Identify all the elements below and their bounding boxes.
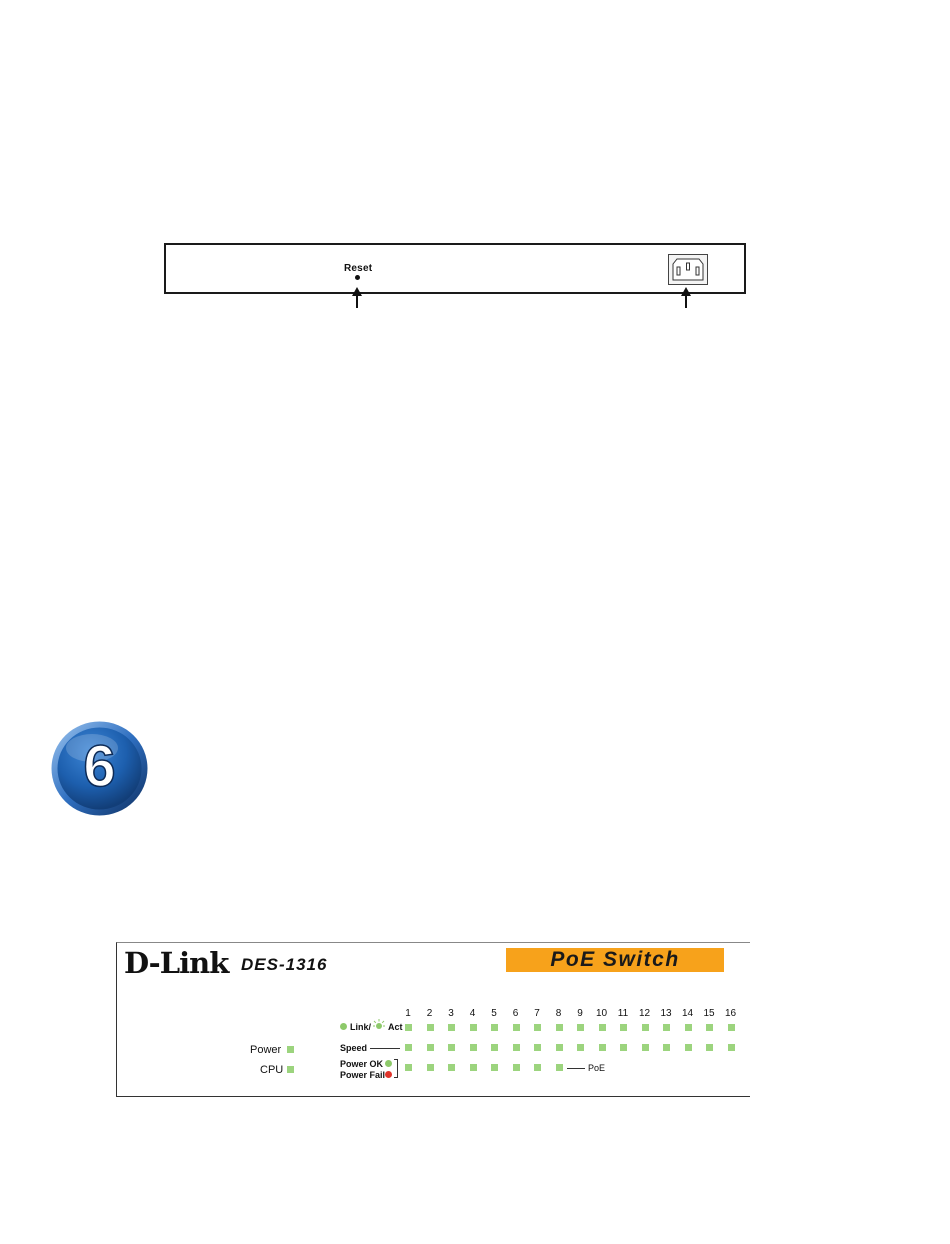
poe-led-port-5 (491, 1064, 498, 1071)
link-act-led-port-8 (556, 1024, 563, 1031)
power-fail-dot (385, 1071, 392, 1078)
speed-led-port-5 (491, 1044, 498, 1051)
poe-led-port-3 (448, 1064, 455, 1071)
speed-led-port-14 (685, 1044, 692, 1051)
link-act-led-port-6 (513, 1024, 520, 1031)
port-number-10: 10 (595, 1008, 608, 1019)
port-number-2: 2 (426, 1008, 433, 1019)
link-act-led-port-2 (427, 1024, 434, 1031)
link-act-led-port-5 (491, 1024, 498, 1031)
speed-led-port-2 (427, 1044, 434, 1051)
link-act-led-port-13 (663, 1024, 670, 1031)
link-act-led-port-12 (642, 1024, 649, 1031)
speed-led-port-9 (577, 1044, 584, 1051)
port-number-3: 3 (448, 1008, 454, 1019)
port-number-4: 4 (469, 1008, 476, 1019)
speed-led-port-1 (405, 1044, 412, 1051)
poe-led-port-7 (534, 1064, 541, 1071)
model-name: DES-1316 (241, 955, 328, 974)
cpu-led-label: CPU (260, 1064, 284, 1076)
power-led-label: Power (250, 1044, 282, 1056)
poe-label: PoE (588, 1063, 606, 1073)
poe-led-port-2 (427, 1064, 434, 1071)
step-number-badge (50, 720, 149, 817)
link-label: Link/ (350, 1022, 372, 1032)
cpu-led (287, 1066, 294, 1073)
speed-led-port-13 (663, 1044, 670, 1051)
poe-led-port-4 (470, 1064, 477, 1071)
link-act-led-port-14 (685, 1024, 692, 1031)
power-arrow-icon (685, 294, 687, 308)
activity-blink-icon (373, 1019, 385, 1031)
front-panel (116, 942, 750, 1097)
power-ok-label: Power OK (340, 1059, 384, 1069)
power-ok-dot (385, 1060, 392, 1067)
link-status-dot (340, 1023, 347, 1030)
speed-led-port-11 (620, 1044, 627, 1051)
speed-led-port-10 (599, 1044, 606, 1051)
reset-button-hole[interactable] (355, 275, 360, 280)
port-number-12: 12 (638, 1008, 651, 1019)
link-act-led-port-7 (534, 1024, 541, 1031)
port-number-15: 15 (703, 1008, 715, 1019)
speed-led-port-4 (470, 1044, 477, 1051)
port-number-11: 11 (617, 1008, 629, 1019)
port-number-1: 1 (405, 1008, 411, 1019)
power-fail-label: Power Fail (340, 1070, 386, 1080)
speed-label: Speed (340, 1043, 368, 1053)
speed-led-port-3 (448, 1044, 455, 1051)
poe-led-port-1 (405, 1064, 412, 1071)
status-bracket (394, 1059, 398, 1078)
power-led (287, 1046, 294, 1053)
reset-label: Reset (344, 263, 373, 274)
port-number-7: 7 (534, 1008, 540, 1019)
port-number-8: 8 (555, 1008, 562, 1019)
link-act-led-port-15 (706, 1024, 713, 1031)
power-socket-icon (668, 254, 708, 285)
link-act-led-port-16 (728, 1024, 735, 1031)
port-number-13: 13 (660, 1008, 672, 1019)
port-number-6: 6 (512, 1008, 519, 1019)
speed-led-port-7 (534, 1044, 541, 1051)
speed-led-port-8 (556, 1044, 563, 1051)
poe-led-port-8 (556, 1064, 563, 1071)
port-number-16: 16 (724, 1008, 737, 1019)
step-number: 6 (83, 734, 116, 799)
poe-led-port-6 (513, 1064, 520, 1071)
port-number-9: 9 (577, 1008, 583, 1019)
link-act-led-port-9 (577, 1024, 584, 1031)
speed-led-port-16 (728, 1044, 735, 1051)
port-number-5: 5 (491, 1008, 497, 1019)
brand-logo: D-Link (124, 946, 229, 980)
link-act-led-port-10 (599, 1024, 606, 1031)
link-act-led-port-3 (448, 1024, 455, 1031)
poe-leader-line (567, 1068, 585, 1069)
reset-arrow-icon (356, 294, 358, 308)
link-act-led-port-4 (470, 1024, 477, 1031)
poe-switch-banner (506, 948, 724, 972)
poe-switch-banner-text: PoE Switch (550, 948, 680, 971)
rear-panel (164, 243, 746, 294)
link-act-led-port-11 (620, 1024, 627, 1031)
act-label: Act (388, 1022, 403, 1032)
speed-led-port-15 (706, 1044, 713, 1051)
speed-led-port-12 (642, 1044, 649, 1051)
link-act-led-port-1 (405, 1024, 412, 1031)
port-number-14: 14 (681, 1008, 694, 1019)
speed-leader-line (370, 1048, 400, 1049)
speed-led-port-6 (513, 1044, 520, 1051)
